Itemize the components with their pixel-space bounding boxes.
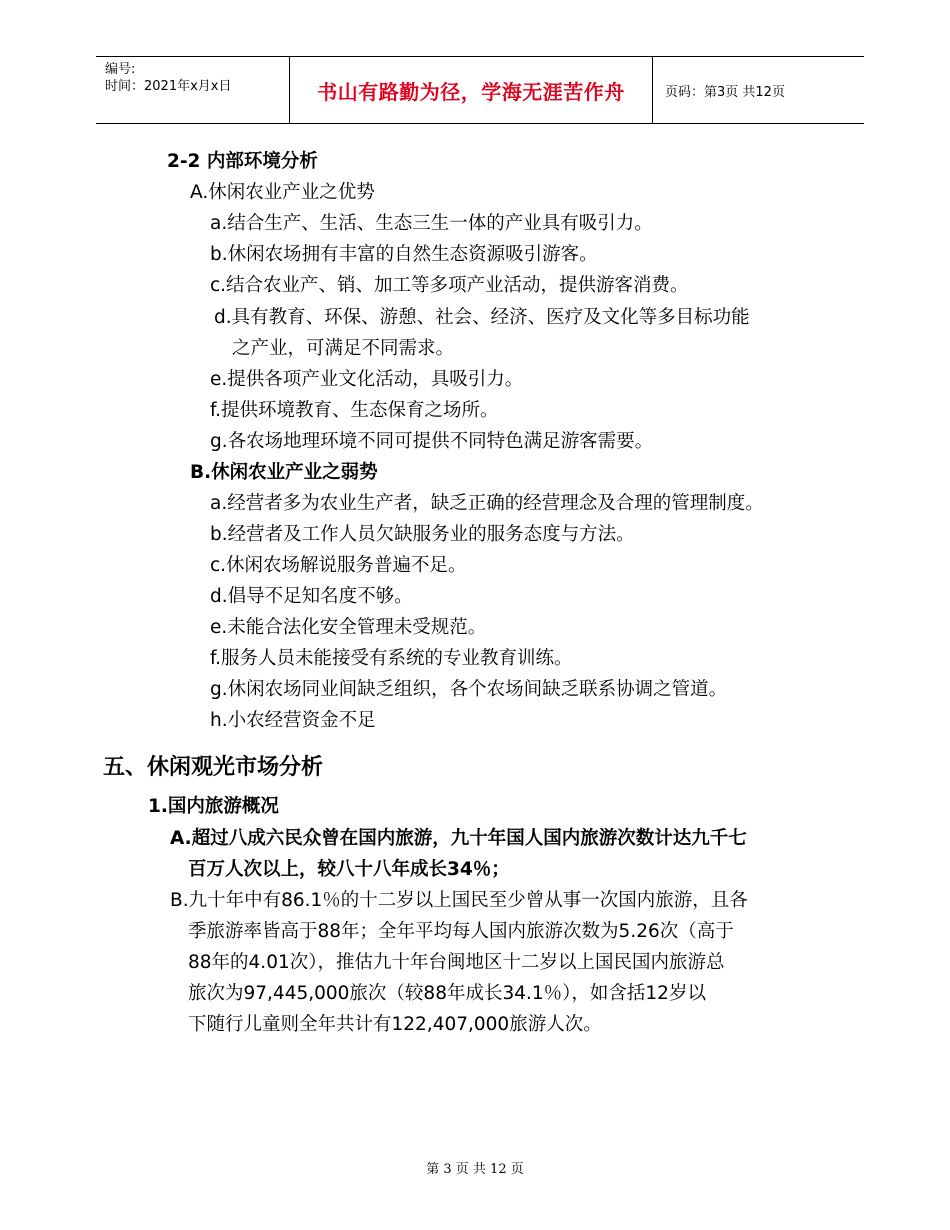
subsection-1-title: 1.国内旅游概况 <box>148 796 279 817</box>
list-item: c.结合农业产、销、加工等多项产业活动，提供游客消费。 <box>210 275 689 296</box>
subsection-b-title: B.休闲农业产业之弱势 <box>190 462 378 483</box>
list-item: b.经营者及工作人员欠缺服务业的服务态度与方法。 <box>210 524 635 545</box>
paragraph-b-line: 旅次为97,445,000旅次（较88年成长34.1％），如含括12岁以 <box>188 983 706 1004</box>
paragraph-b-line: 季旅游率皆高于88年；全年平均每人国内旅游次数为5.26次（高于 <box>188 921 734 942</box>
section-title-2-2: 2-2 内部环境分析 <box>167 151 318 172</box>
list-item-continuation: 之产业，可满足不同需求。 <box>232 338 455 359</box>
list-item: c.休闲农场解说服务普遍不足。 <box>210 555 467 576</box>
list-item: d.具有教育、环保、游憩、社会、经济、医疗及文化等多目标功能 <box>214 307 750 328</box>
list-item: b.休闲农场拥有丰富的自然生态资源吸引游客。 <box>210 244 598 265</box>
list-item: g.休闲农场同业间缺乏组织，各个农场间缺乏联系协调之管道。 <box>210 679 728 700</box>
number-label: 编号: <box>105 62 136 77</box>
list-item: d.倡导不足知名度不够。 <box>210 586 413 607</box>
list-item: e.提供各项产业文化活动，具吸引力。 <box>210 369 524 390</box>
header-page-info: 页码：第3页 共12页 <box>665 84 785 100</box>
section-title-5: 五、休闲观光市场分析 <box>103 755 324 780</box>
header-motto: 书山有路勤为径，学海无涯苦作舟 <box>317 79 625 104</box>
paragraph-a-line: A.超过八成六民众曾在国内旅游，九十年国人国内旅游次数计达九千七 <box>170 828 747 849</box>
list-item: e.未能合法化安全管理未受规范。 <box>210 617 487 638</box>
list-item: f.提供环境教育、生态保育之场所。 <box>210 400 499 421</box>
paragraph-b-line: 下随行儿童则全年共计有122,407,000旅游人次。 <box>188 1014 602 1035</box>
list-item: h.小农经营资金不足 <box>210 710 376 731</box>
list-item: a.结合生产、生活、生态三生一体的产业具有吸引力。 <box>210 213 653 234</box>
paragraph-a-line: 百万人次以上，较八十八年成长34％； <box>188 859 510 880</box>
header-page-cell <box>653 57 864 123</box>
list-item: a.经营者多为农业生产者，缺乏正确的经营理念及合理的管理制度。 <box>210 493 764 514</box>
paragraph-b-line: 88年的4.01次），推估九十年台闽地区十二岁以上国民国内旅游总 <box>188 952 725 973</box>
header-meta <box>96 57 290 123</box>
time-label: 时间：2021年x月x日 <box>105 79 232 94</box>
header-motto-cell <box>290 57 653 123</box>
list-item: g.各农场地理环境不同可提供不同特色满足游客需要。 <box>210 431 654 452</box>
list-item: f.服务人员未能接受有系统的专业教育训练。 <box>210 648 573 669</box>
paragraph-b-line: B.九十年中有86.1％的十二岁以上国民至少曾从事一次国内旅游，且各 <box>170 890 748 911</box>
page-header <box>96 56 864 124</box>
subsection-a-title: A.休闲农业产业之优势 <box>190 182 375 203</box>
page-footer: 第 3 页 共 12 页 <box>426 1162 524 1177</box>
